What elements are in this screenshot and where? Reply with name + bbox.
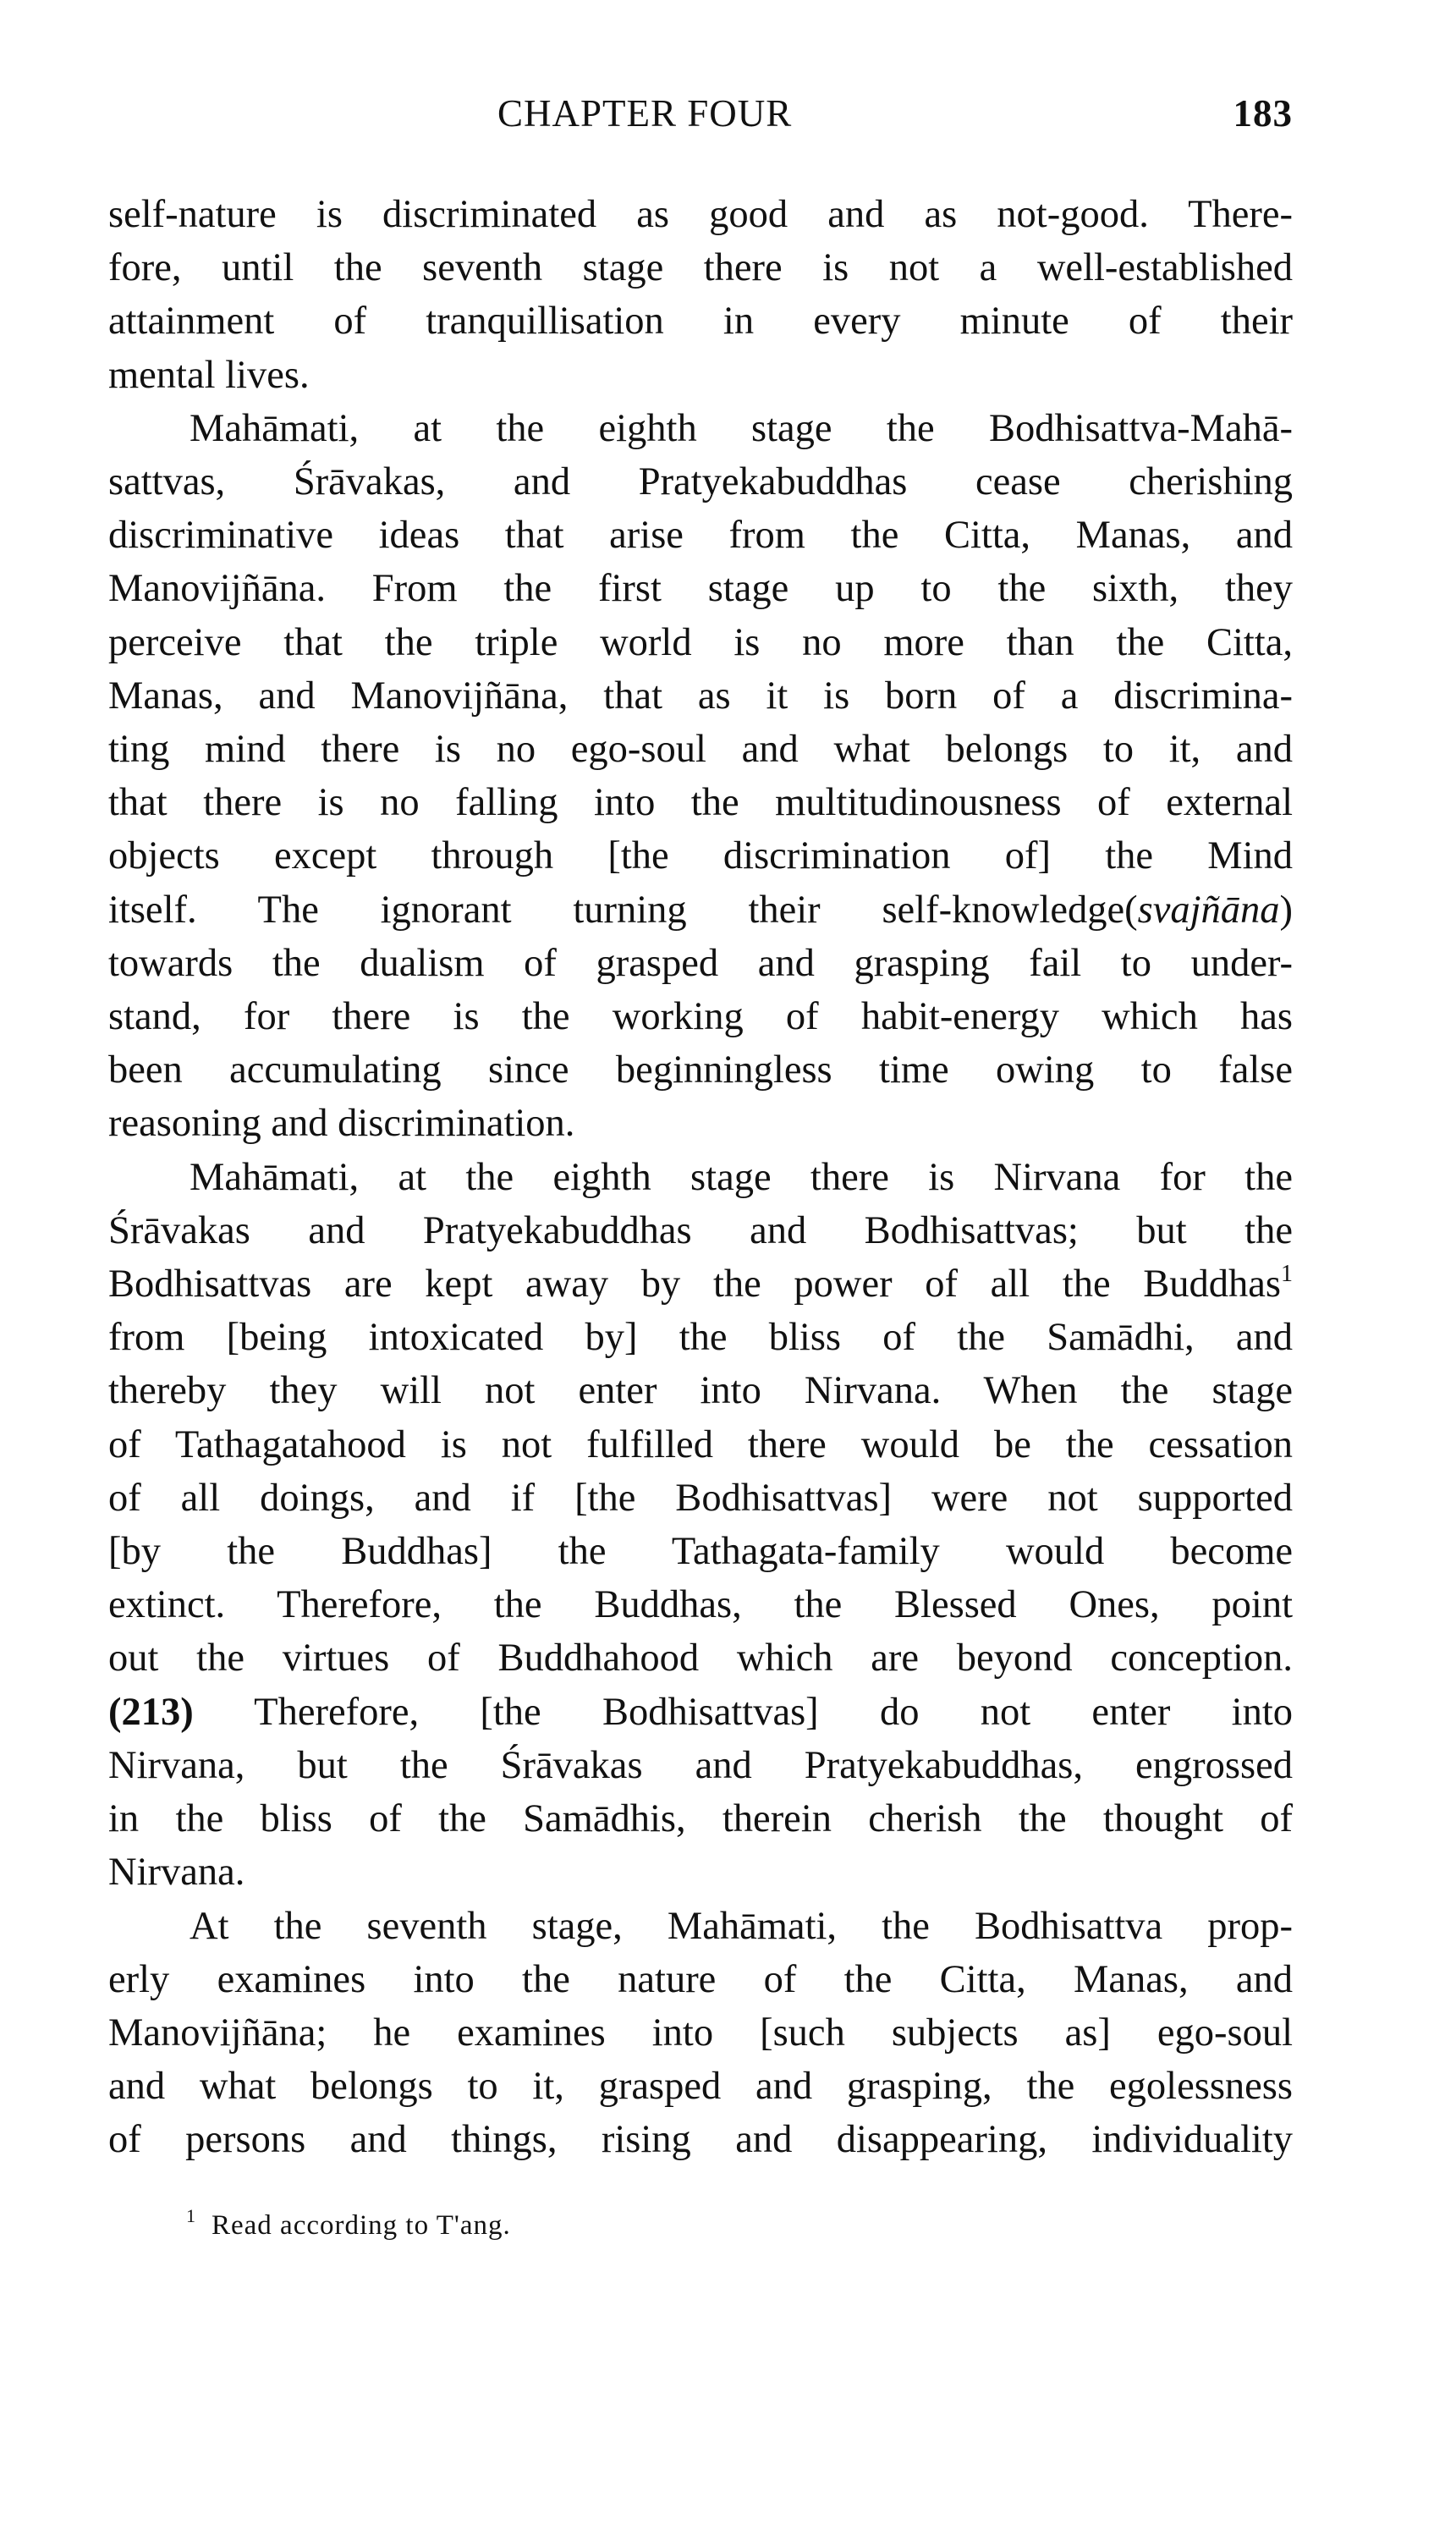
text-line: Mahāmati, at the eighth stage there is Nirvana for the — [190, 1155, 1293, 1199]
text-line: self-nature is discriminated as good and as not-good. There- — [108, 193, 1293, 236]
text-line: reasoning and discrimination. — [108, 1102, 575, 1146]
text-line: attainment of tranquillisation in every minute of their — [108, 300, 1293, 344]
footnote-reference: 1 — [1281, 1261, 1293, 1288]
text-line — [108, 1686, 1293, 1739]
text-line: Nirvana, but the Śrāvakas and Pratyekabuddhas, engrossed — [108, 1743, 1293, 1787]
text-line: mental lives. — [108, 353, 310, 397]
text-line: discriminative ideas that arise from the Citta, Manas, and — [108, 514, 1293, 558]
paragraph-3 — [108, 1151, 1293, 1900]
text-line: erly examines into the nature of the Citta, Manas, and — [108, 1957, 1293, 2001]
text-line: and what belongs to it, grasped and grasping, the egolessness — [108, 2065, 1293, 2109]
chapter-title: CHAPTER FOUR — [497, 92, 793, 135]
text-line: towards the dualism of grasped and grasping fail to under- — [108, 941, 1293, 985]
text-line: Nirvana. — [108, 1851, 245, 1895]
italic-term: svajñāna — [1137, 888, 1280, 932]
text-line: out the virtues of Buddhahood which are beyond conception. — [108, 1637, 1293, 1681]
text-segment: Therefore, [the Bodhisattvas] do not enter into — [193, 1690, 1293, 1734]
text-line: At the seventh stage, Mahāmati, the Bodhisattva prop- — [190, 1904, 1293, 1948]
paragraph-2 — [108, 402, 1293, 1151]
footnote-marker: 1 — [186, 2205, 196, 2226]
text-line: stand, for there is the working of habit-energy which has — [108, 995, 1293, 1039]
text-line: that there is no falling into the multitudinousness of external — [108, 781, 1293, 825]
text-line: Manas, and Manovijñāna, that as it is born of a discrimina- — [108, 674, 1293, 718]
text-line: Mahāmati, at the eighth stage the Bodhisattva-Mahā- — [190, 406, 1293, 450]
text-segment: itself. The ignorant turning their self-knowledge( — [108, 888, 1138, 932]
text-line: of all doings, and if [the Bodhisattvas] were not supported — [108, 1476, 1293, 1520]
text-line: objects except through [the discrimination of] the Mind — [108, 834, 1293, 878]
text-line: of persons and things, rising and disappearing, individuality — [108, 2118, 1293, 2162]
text-line: perceive that the triple world is no more than the Citta, — [108, 620, 1293, 664]
text-line: fore, until the seventh stage there is not a well-established — [108, 246, 1293, 290]
text-line: thereby they will not enter into Nirvana. When the stage — [108, 1369, 1293, 1413]
text-segment: ) — [1279, 888, 1293, 932]
text-line: sattvas, Śrāvakas, and Pratyekabuddhas cease cherishing — [108, 460, 1293, 504]
text-segment: Bodhisattvas are kept away by the power of all the Buddhas — [108, 1262, 1281, 1307]
text-line: [by the Buddhas] the Tathagata-family would become — [108, 1530, 1293, 1574]
sanskrit-page-reference: (213) — [108, 1690, 194, 1734]
text-line: of Tathagatahood is not fulfilled there would be the cessation — [108, 1422, 1293, 1466]
paragraph-1 — [108, 188, 1293, 402]
text-line — [108, 883, 1293, 937]
text-line: Śrāvakas and Pratyekabuddhas and Bodhisattvas; but the — [108, 1208, 1293, 1252]
text-line: been accumulating since beginningless time owing to false — [108, 1048, 1293, 1092]
body-text — [108, 188, 1293, 2167]
text-line: Manovijñāna. From the first stage up to the sixth, they — [108, 567, 1293, 611]
text-line: extinct. Therefore, the Buddhas, the Blessed Ones, point — [108, 1583, 1293, 1627]
footnote — [186, 2205, 511, 2242]
text-line: ting mind there is no ego-soul and what belongs to it, and — [108, 728, 1293, 772]
paragraph-4 — [108, 1900, 1293, 2167]
text-line: in the bliss of the Samādhis, therein cherish the thought of — [108, 1797, 1293, 1841]
text-line: from [being intoxicated by] the bliss of the Samādhi, and — [108, 1316, 1293, 1360]
text-line: Manovijñāna; he examines into [such subjects as] ego-soul — [108, 2011, 1293, 2055]
running-head — [108, 91, 1293, 142]
text-line — [108, 1257, 1293, 1311]
footnote-text: Read according to T'ang. — [212, 2210, 511, 2241]
page-number: 183 — [1233, 92, 1293, 135]
